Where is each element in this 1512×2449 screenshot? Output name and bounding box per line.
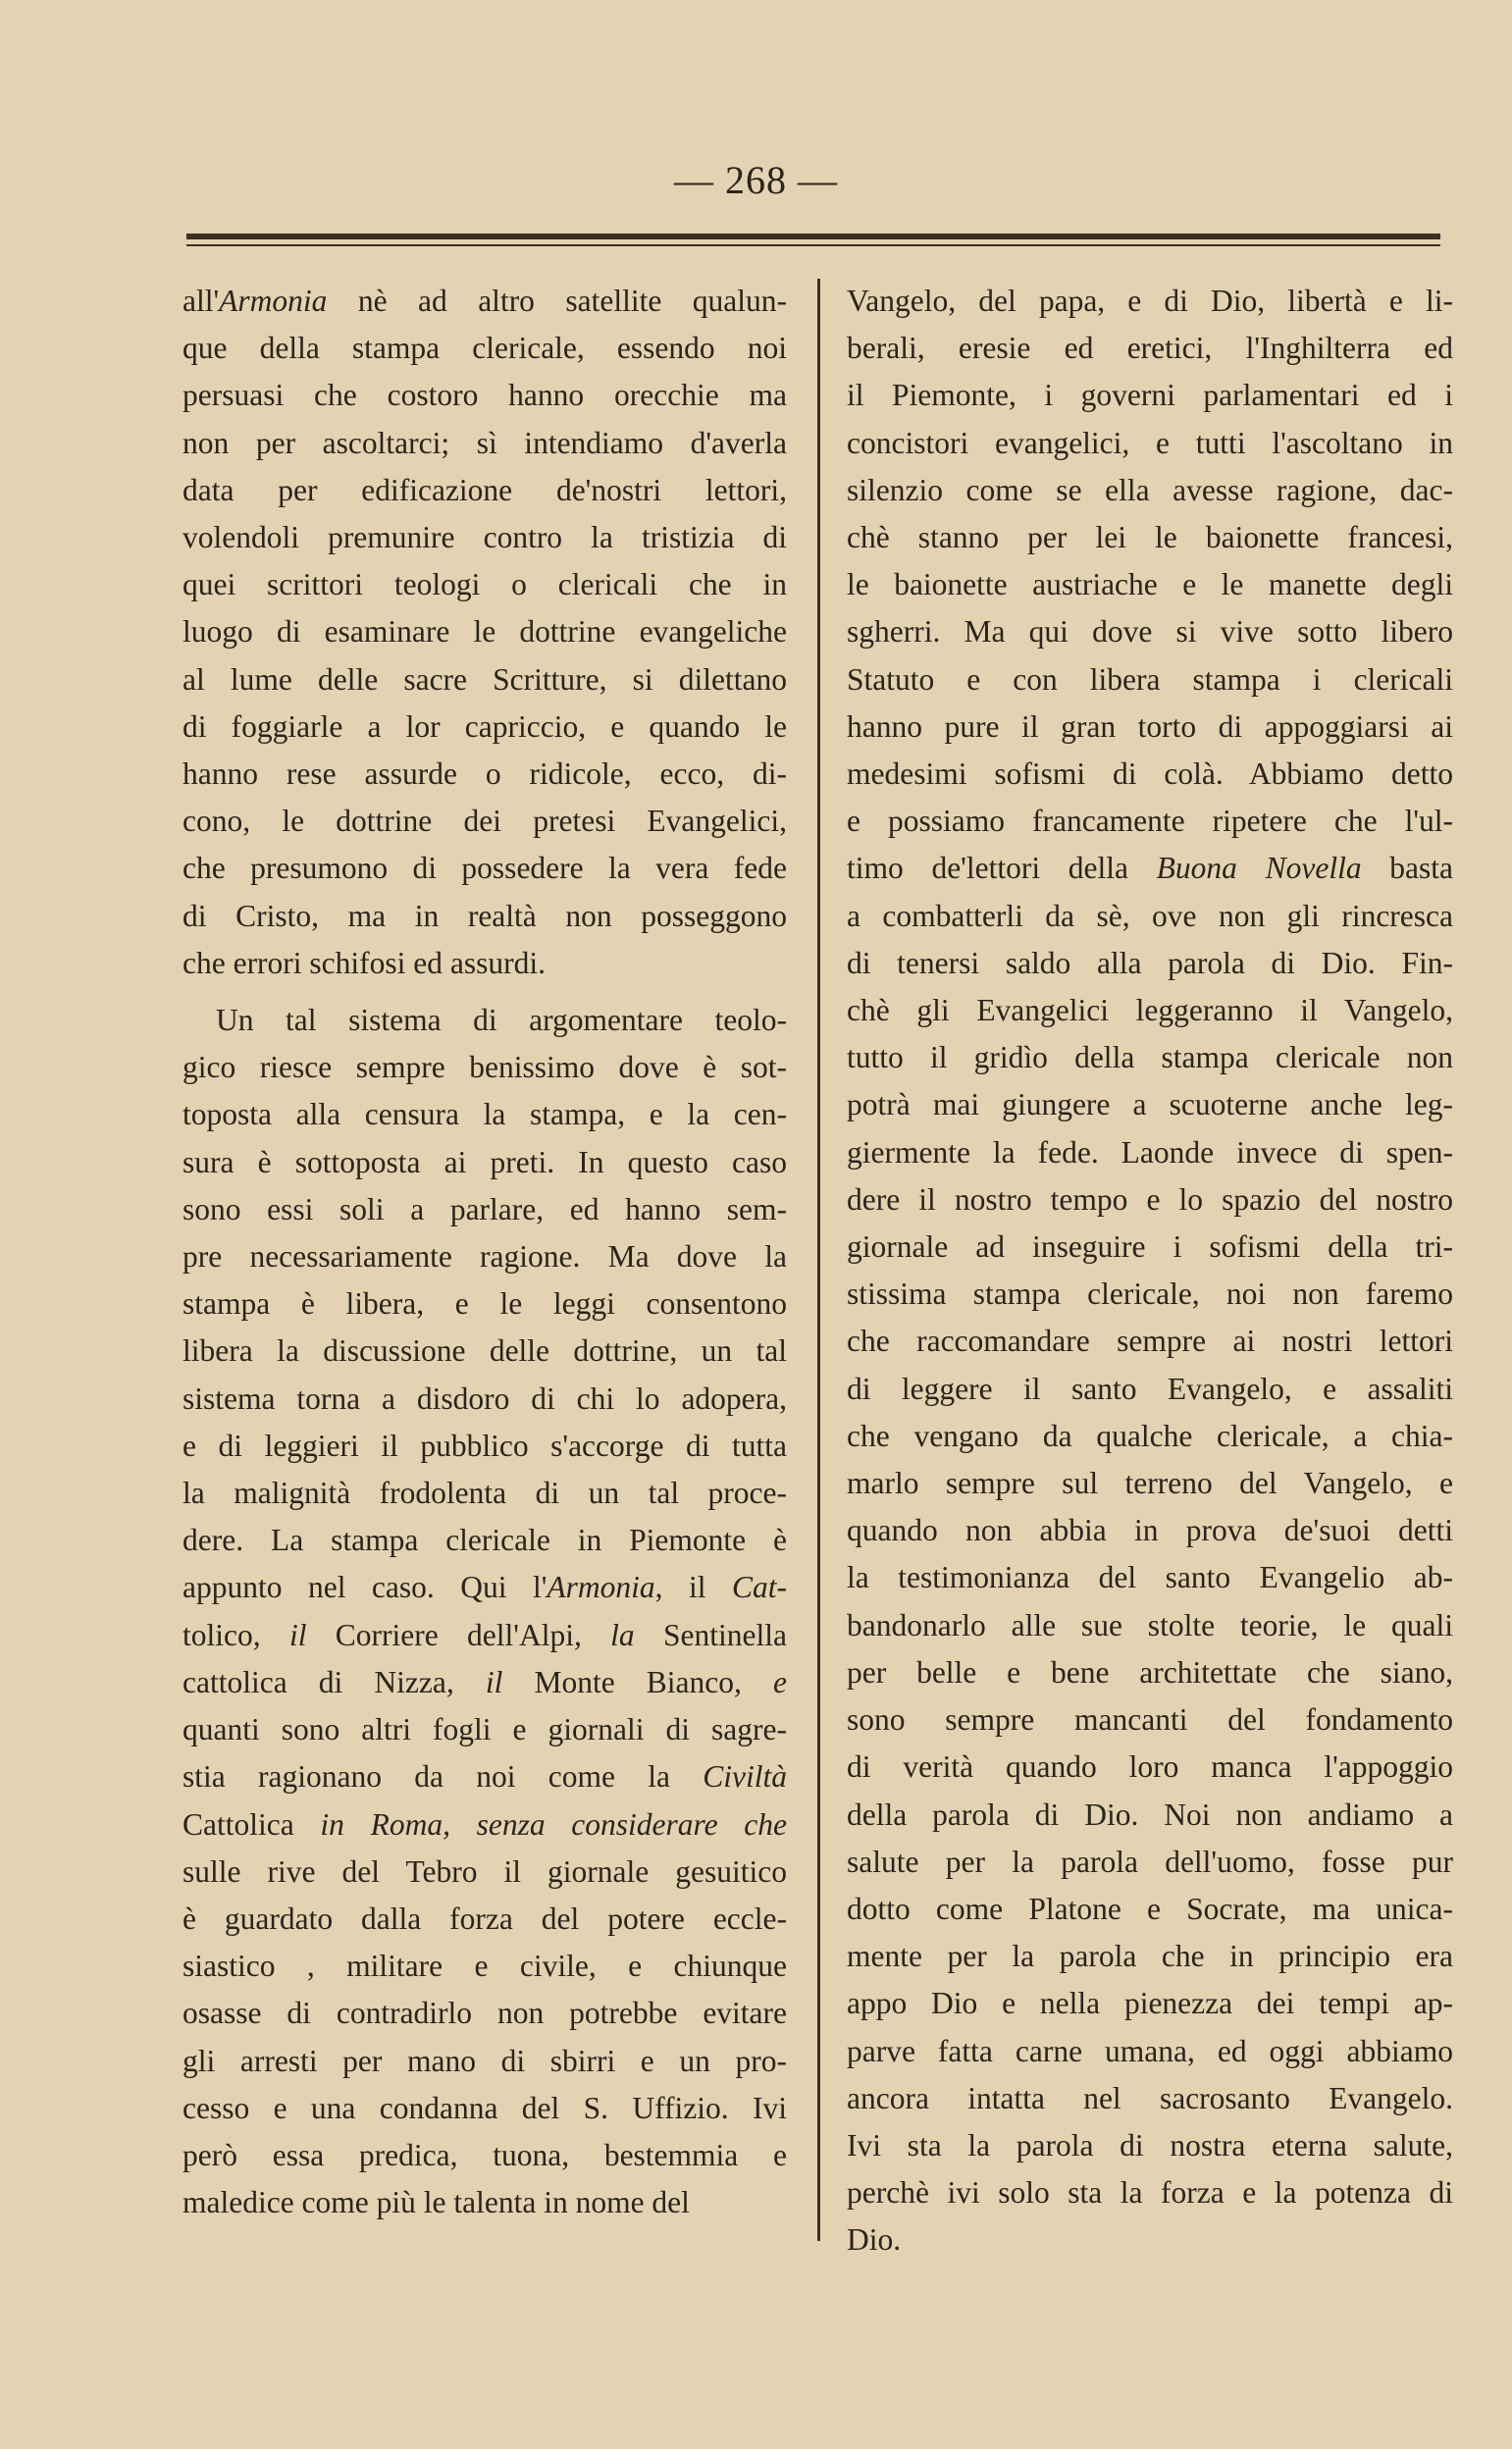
text-segment: hanno pure il gran torto di appoggiarsi ai	[847, 708, 1453, 744]
text-segment: che errori schifosi ed assurdi.	[182, 945, 547, 980]
text-segment: è guardato dalla forza del potere eccle-	[182, 1901, 787, 1936]
text-segment: Corriere dell'Alpi	[335, 1617, 574, 1652]
text-line	[847, 1696, 1453, 1744]
text-segment: ancora intatta nel sacrosanto Evangelo.	[847, 2080, 1453, 2115]
text-line	[182, 1376, 787, 1423]
text-segment: e possiamo francamente ripetere che l'ul-	[847, 804, 1453, 839]
text-segment: a combatterli da sè, ove non gli rincresca	[847, 898, 1453, 933]
text-line	[847, 751, 1453, 798]
text-segment: di Cristo, ma in realtà non posseggono	[182, 898, 787, 933]
text-line	[847, 608, 1453, 655]
text-segment: dere il nostro tempo e lo spazio del nostro	[847, 1181, 1453, 1217]
text-segment: Vangelo, del papa, e di Dio, libertà e li-	[847, 284, 1453, 318]
text-segment: perchè ivi solo sta la forza e la potenza di	[847, 2175, 1453, 2211]
text-line	[847, 1034, 1453, 1081]
text-segment: stia ragionano da noi come la	[182, 1759, 704, 1795]
text-segment: non per ascoltarci; sì intendiamo d'averla	[182, 425, 787, 460]
text-segment: cono, le dottrine dei pretesi Evangelici,	[182, 804, 787, 839]
text-line	[182, 1990, 787, 2037]
text-segment: quando non abbia in prova de'suoi detti	[847, 1513, 1453, 1548]
text-line	[182, 1044, 787, 1091]
text-line	[182, 751, 787, 798]
text-line	[847, 1554, 1453, 1601]
text-line	[182, 467, 787, 514]
text-segment: al lume delle sacre Scritture, si dilettano	[182, 661, 787, 697]
text-line	[847, 2028, 1453, 2075]
text-segment: e di leggieri il pubblico s'accorge di tutta	[182, 1428, 787, 1463]
text-segment: , il	[654, 1570, 732, 1605]
text-segment: di foggiarle a lor capriccio, e quando le	[182, 708, 787, 744]
text-line	[182, 561, 787, 608]
text-line	[182, 1564, 787, 1611]
text-line	[182, 1801, 787, 1849]
text-line	[847, 940, 1453, 987]
paragraph	[847, 278, 1453, 2265]
text-line	[847, 703, 1453, 751]
text-segment: marlo sempre sul terreno del Vangelo, e	[847, 1466, 1453, 1501]
text-segment: parve fatta carne umana, ed oggi abbiamo	[847, 2033, 1453, 2068]
text-segment: mente per la parola che in principio era	[847, 1939, 1453, 1974]
text-segment: luogo di esaminare le dottrine evangeliche	[182, 614, 787, 650]
text-segment: per belle e bene architettate che siano,	[847, 1654, 1453, 1690]
text-segment: salute per la parola dell'uomo, fosse pur	[847, 1844, 1453, 1879]
text-segment: cattolica di Nizza	[182, 1664, 446, 1699]
text-line	[847, 420, 1453, 467]
italic-title: , la	[573, 1617, 663, 1652]
text-segment: chè gli Evangelici leggeranno il Vangelo,	[847, 993, 1453, 1028]
text-line	[847, 1933, 1453, 1980]
text-line	[182, 2132, 787, 2179]
text-line	[847, 1744, 1453, 1791]
text-line	[182, 893, 787, 940]
text-segment: che vengano da qualche clericale, a chia-	[847, 1418, 1453, 1453]
text-line	[847, 1507, 1453, 1554]
text-line	[847, 2169, 1453, 2216]
text-segment: chè stanno per lei le baionette francesi,	[847, 520, 1453, 555]
text-line	[847, 467, 1453, 514]
text-line	[182, 2085, 787, 2132]
text-segment: Monte Bianco	[534, 1664, 735, 1699]
text-segment: maledice come più le talenta in nome del	[182, 2185, 690, 2220]
text-line	[182, 1139, 787, 1186]
text-line	[182, 1233, 787, 1280]
text-segment: stampa è libera, e le leggi consentono	[182, 1286, 787, 1322]
text-line	[847, 1366, 1453, 1413]
text-line	[847, 798, 1453, 845]
text-segment: siastico , militare e civile, e chiunque	[182, 1949, 787, 1984]
text-line	[847, 1980, 1453, 2027]
right-column	[847, 278, 1453, 2265]
text-segment: libera la discussione delle dottrine, un tal	[182, 1333, 787, 1369]
paragraph	[182, 278, 787, 987]
text-line	[182, 703, 787, 751]
text-line	[847, 1792, 1453, 1839]
italic-title: Cat-	[731, 1570, 787, 1605]
text-line	[182, 325, 787, 372]
text-segment: sulle rive del Tebro il giornale gesuitico	[182, 1853, 787, 1889]
text-line	[847, 1081, 1453, 1128]
text-segment: sono essi soli a parlare, ed hanno sem-	[182, 1191, 787, 1226]
text-line	[182, 1706, 787, 1753]
text-segment: timo de'lettori della	[847, 851, 1157, 886]
text-segment: Sentinella	[663, 1617, 787, 1652]
text-segment: Un tal sistema di argomentare teolo-	[216, 1003, 787, 1038]
text-line	[182, 1612, 787, 1659]
text-line	[182, 420, 787, 467]
header-rule-thin	[186, 244, 1440, 246]
text-line	[847, 1649, 1453, 1696]
text-line	[182, 1328, 787, 1375]
text-line	[182, 2038, 787, 2085]
text-segment: basta	[1361, 851, 1453, 886]
text-line	[847, 1602, 1453, 1649]
text-segment: Cattolica	[182, 1806, 294, 1842]
text-line	[847, 1460, 1453, 1507]
text-segment: che raccomandare sempre ai nostri lettori	[847, 1324, 1453, 1359]
text-line	[182, 1753, 787, 1800]
text-segment: di verità quando loro manca l'appoggio	[847, 1749, 1453, 1785]
text-segment: cesso e una condanna del S. Uffizio. Ivi	[182, 2090, 787, 2125]
text-segment: pre necessariamente ragione. Ma dove la	[182, 1239, 787, 1275]
italic-title: , il	[445, 1664, 535, 1699]
text-line	[182, 278, 787, 325]
text-line	[182, 997, 787, 1044]
left-column	[182, 278, 787, 2226]
text-line	[847, 845, 1453, 892]
text-segment: data per edificazione de'nostri lettori,	[182, 472, 787, 507]
text-line	[847, 1318, 1453, 1365]
text-segment: potrà mai giungere a scuoterne anche leg-	[847, 1087, 1453, 1122]
text-segment: però essa predica, tuona, bestemmia e	[182, 2137, 787, 2172]
text-segment: dotto come Platone e Socrate, ma unica-	[847, 1891, 1453, 1926]
text-segment: le baionette austriache e le manette degli	[847, 567, 1453, 602]
text-segment: que della stampa clericale, essendo noi	[182, 331, 787, 366]
text-segment: sistema torna a disdoro di chi lo adopera,	[182, 1381, 787, 1416]
italic-title: Civiltà	[703, 1759, 787, 1795]
text-segment: gli arresti per mano di sbirri e un pro-	[182, 2043, 787, 2078]
italic-title: , e	[734, 1664, 787, 1699]
text-line	[847, 561, 1453, 608]
text-segment: gico riesce sempre benissimo dove è sot-	[182, 1050, 787, 1085]
text-segment: di tenersi saldo alla parola di Dio. Fin-	[847, 945, 1453, 980]
text-segment: appunto nel caso. Qui l'	[182, 1570, 547, 1605]
text-line	[847, 1271, 1453, 1318]
text-line	[182, 1849, 787, 1896]
text-segment: la malignità frodolenta di un tal proce-	[182, 1476, 787, 1511]
text-segment: appo Dio e nella pienezza dei tempi ap-	[847, 1986, 1453, 2021]
header-rule-thick	[186, 234, 1440, 239]
text-segment: toposta alla censura la stampa, e la cen-	[182, 1097, 787, 1132]
text-line	[182, 798, 787, 845]
text-segment: che presumono di possedere la vera fede	[182, 851, 787, 886]
text-segment: sono sempre mancanti del fondamento	[847, 1702, 1453, 1738]
text-line	[847, 372, 1453, 419]
text-segment: berali, eresie ed eretici, l'Inghilterra ed	[847, 331, 1453, 366]
text-line	[182, 940, 787, 987]
text-line	[847, 278, 1453, 325]
text-segment: di leggere il santo Evangelo, e assaliti	[847, 1371, 1453, 1406]
italic-title: , il	[252, 1617, 336, 1652]
text-segment: persuasi che costoro hanno orecchie ma	[182, 378, 787, 413]
text-segment: concistori evangelici, e tutti l'ascoltano in	[847, 425, 1453, 460]
text-segment: sura è sottoposta ai preti. In questo caso	[182, 1144, 787, 1179]
text-line	[847, 1224, 1453, 1271]
italic-title: Buona Novella	[1156, 851, 1362, 886]
text-line	[182, 1517, 787, 1564]
text-line	[847, 1839, 1453, 1886]
text-segment: Dio.	[847, 2222, 902, 2258]
text-segment: giermente la fede. Laonde invece di spen-	[847, 1134, 1453, 1170]
text-line	[847, 2216, 1453, 2264]
text-segment: silenzio come se ella avesse ragione, dac-	[847, 472, 1453, 507]
text-segment: stissima stampa clericale, noi non faremo	[847, 1277, 1453, 1312]
text-segment: quei scrittori teologi o clericali che in	[182, 567, 787, 602]
text-line	[182, 372, 787, 419]
text-segment: la testimonianza del santo Evangelio ab-	[847, 1560, 1453, 1595]
text-segment: all'	[182, 284, 220, 318]
text-line	[182, 1423, 787, 1470]
text-line	[182, 656, 787, 703]
text-line	[847, 325, 1453, 372]
italic-title: Armonia	[219, 284, 328, 318]
text-line	[847, 987, 1453, 1034]
text-segment: della parola di Dio. Noi non andiamo a	[847, 1797, 1453, 1832]
italic-title: in Roma, senza considerare che	[293, 1806, 787, 1842]
text-segment: quanti sono altri fogli e giornali di sagre-	[182, 1712, 787, 1747]
text-line	[182, 2179, 787, 2226]
text-line	[182, 1091, 787, 1138]
text-segment: bandonarlo alle sue stolte teorie, le quali	[847, 1607, 1453, 1642]
text-line	[182, 514, 787, 561]
text-segment: tutto il gridìo della stampa clericale non	[847, 1040, 1453, 1075]
text-line	[847, 1176, 1453, 1224]
text-line	[182, 608, 787, 655]
text-line	[182, 1896, 787, 1943]
text-segment: nè ad altro satellite qualun-	[327, 284, 787, 318]
text-segment: dere. La stampa clericale in Piemonte è	[182, 1523, 787, 1558]
text-line	[847, 893, 1453, 940]
text-segment: osasse di contradirlo non potrebbe evitare	[182, 1996, 787, 2031]
italic-title: Armonia	[547, 1570, 655, 1605]
text-segment: giornale ad inseguire i sofismi della tri-	[847, 1229, 1453, 1265]
page-number: — 268 —	[674, 158, 838, 202]
text-line	[182, 1659, 787, 1706]
text-line	[182, 845, 787, 892]
text-line	[182, 1943, 787, 1990]
text-segment: hanno rese assurde o ridicole, ecco, di-	[182, 756, 787, 792]
paragraph	[182, 997, 787, 2226]
text-line	[847, 1886, 1453, 1933]
text-line	[847, 1129, 1453, 1176]
text-line	[182, 1186, 787, 1233]
column-divider	[817, 279, 820, 2241]
text-line	[847, 514, 1453, 561]
text-segment: tolico	[182, 1617, 253, 1652]
text-segment: medesimi sofismi di colà. Abbiamo detto	[847, 756, 1453, 792]
text-line	[182, 1280, 787, 1328]
text-segment: Statuto e con libera stampa i clericali	[847, 661, 1453, 697]
text-segment: volendoli premunire contro la tristizia di	[182, 520, 787, 555]
text-segment: sgherri. Ma qui dove si vive sotto libero	[847, 614, 1453, 650]
text-line	[847, 656, 1453, 703]
text-line	[847, 1413, 1453, 1460]
text-line	[847, 2075, 1453, 2122]
text-segment: il Piemonte, i governi parlamentari ed i	[847, 378, 1453, 413]
text-segment: Ivi sta la parola di nostra eterna salute,	[847, 2127, 1453, 2162]
text-line	[847, 2122, 1453, 2169]
text-line	[182, 1470, 787, 1517]
